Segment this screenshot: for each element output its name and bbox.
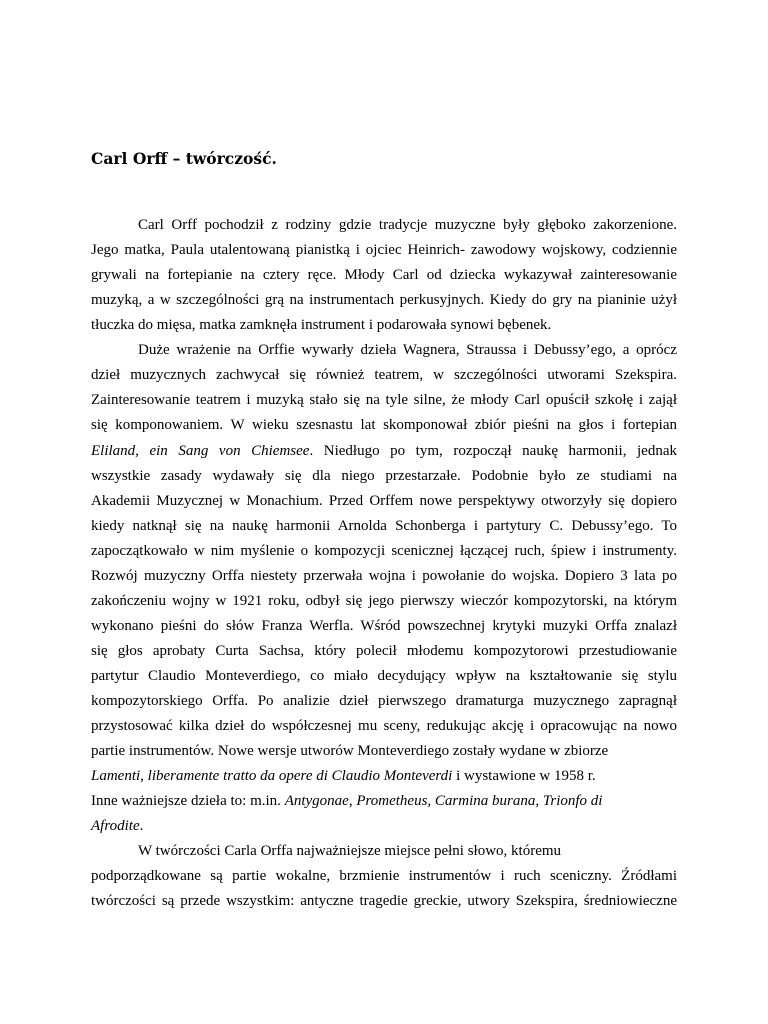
body-text: się komponowaniem. W wieku szesnastu lat skomponował zbiór pieśni na głos i fortepian <box>91 417 677 434</box>
body-line <box>91 617 677 635</box>
body-line <box>91 667 677 685</box>
body-line <box>91 291 677 309</box>
body-text: wykonano pieśni do słów Franza Werfla. Wśród powszechnej krytyki muzyki Orffa znalazł <box>91 617 677 634</box>
italic-title-text: Eliland, ein Sang von Chiemsee <box>91 442 310 459</box>
body-line <box>91 391 677 409</box>
body-line <box>91 692 677 710</box>
body-line <box>91 767 596 785</box>
body-text: się głos aprobaty Curta Sachsa, który polecił młodemu kompozytorowi przestudiowanie <box>91 642 677 659</box>
body-line <box>91 567 677 585</box>
body-text: Rozwój muzyczny Orffa niestety przerwała wojna i powołanie do wojska. Dopiero 3 lata po <box>91 567 677 584</box>
body-text: i wystawione w 1958 r. <box>452 768 596 785</box>
body-text: kiedy natknął się na naukę harmonii Arnolda Schonberga i partytury C. Debussy’ego. To <box>91 517 677 534</box>
body-line <box>91 892 677 910</box>
body-text: podporządkowane są partie wokalne, brzmienie instrumentów i ruch sceniczny. Źródłami <box>91 868 677 885</box>
body-text: Zainteresowanie teatrem i muzyką stało się na tyle silne, że młody Carl opuścił szkołę i zajął <box>91 392 677 409</box>
body-text: kompozytorskiego Orffa. Po analizie dzieł pierwszego dramaturga muzycznego zapragnął <box>91 693 677 709</box>
body-line <box>91 642 677 660</box>
body-line <box>91 742 608 760</box>
body-text: wszystkie zasady wydawały się dla niego przestarzałe. Podobnie było ze studiami na <box>91 467 677 484</box>
body-line <box>91 492 677 510</box>
body-line <box>91 266 677 284</box>
body-line <box>91 817 143 835</box>
italic-title-text: Antygonae, Prometheus, Carmina burana, Trionfo di <box>284 793 603 810</box>
document-title: Carl Orff – twórczość. <box>91 149 277 168</box>
body-text: Carl Orff pochodził z rodziny gdzie tradycje muzyczne były głęboko zakorzenione. <box>138 217 677 233</box>
body-text: twórczości są przede wszystkim: antyczne tragedie greckie, utwory Szekspira, średniowieczne <box>91 893 677 910</box>
body-text: zakończeniu wojny w 1921 roku, odbył się jego pierwszy wieczór kompozytorski, na którym <box>91 592 677 609</box>
body-line <box>91 442 677 460</box>
body-text: W twórczości Carla Orffa najważniejsze miejsce pełni słowo, któremu <box>138 843 562 860</box>
body-text: Akademii Muzycznej w Monachium. Przed Orffem nowe perspektywy otworzyły się dopiero <box>91 492 677 509</box>
body-line <box>91 241 677 259</box>
body-text: partie instrumentów. Nowe wersje utworów Monteverdiego zostały wydane w zbiorze <box>91 743 609 760</box>
body-line <box>91 517 677 535</box>
body-text: muzyką, a w szczególności grą na instrumentach perkusyjnych. Kiedy do gry na pianinie użył <box>91 292 677 309</box>
body-line <box>91 366 677 384</box>
body-text: Inne ważniejsze dzieła to: m.in. <box>91 793 285 810</box>
body-line <box>91 316 551 334</box>
italic-title-text: Afrodite <box>91 818 140 835</box>
body-text: . <box>139 818 144 835</box>
body-text: grywali na fortepianie na cztery ręce. Młody Carl od dziecka wykazywał zainteresowanie <box>91 267 677 284</box>
body-line <box>91 792 602 810</box>
body-text: . Niedługo po tym, rozpoczął naukę harmonii, jednak <box>309 442 677 459</box>
body-text: Jego matka, Paula utalentowaną pianistką i ojciec Heinrich- zawodowy wojskowy, codziennie <box>91 242 677 259</box>
body-line <box>91 467 677 485</box>
body-line <box>138 842 561 860</box>
body-text: dzieł muzycznych zachwycał się również teatrem, w szczególności utworami Szekspira. <box>91 367 677 384</box>
body-line <box>138 341 677 359</box>
body-line <box>91 416 677 434</box>
body-text: zapoczątkowało w nim myślenie o kompozycji scenicznej łączącej ruch, śpiew i instrumenty. <box>91 542 677 559</box>
body-text: partytur Claudio Monteverdiego, co miało decydujący wpływ na kształtowanie się stylu <box>91 667 677 684</box>
italic-title-text: Lamenti, liberamente tratto da opere di Claudio Monteverdi <box>91 768 453 785</box>
body-line <box>91 542 677 560</box>
body-line <box>138 216 677 234</box>
body-line <box>91 592 677 610</box>
body-line <box>91 717 677 735</box>
body-text: przystosować kilka dzieł do współczesnej mu sceny, redukując akcję i opracowując na nowo <box>91 718 677 734</box>
body-text: tłuczka do mięsa, matka zamknęła instrument i podarowała synowi bębenek. <box>91 317 552 334</box>
body-line <box>91 867 677 885</box>
body-text: Duże wrażenie na Orffie wywarły dzieła Wagnera, Straussa i Debussy’ego, a oprócz <box>138 342 677 359</box>
